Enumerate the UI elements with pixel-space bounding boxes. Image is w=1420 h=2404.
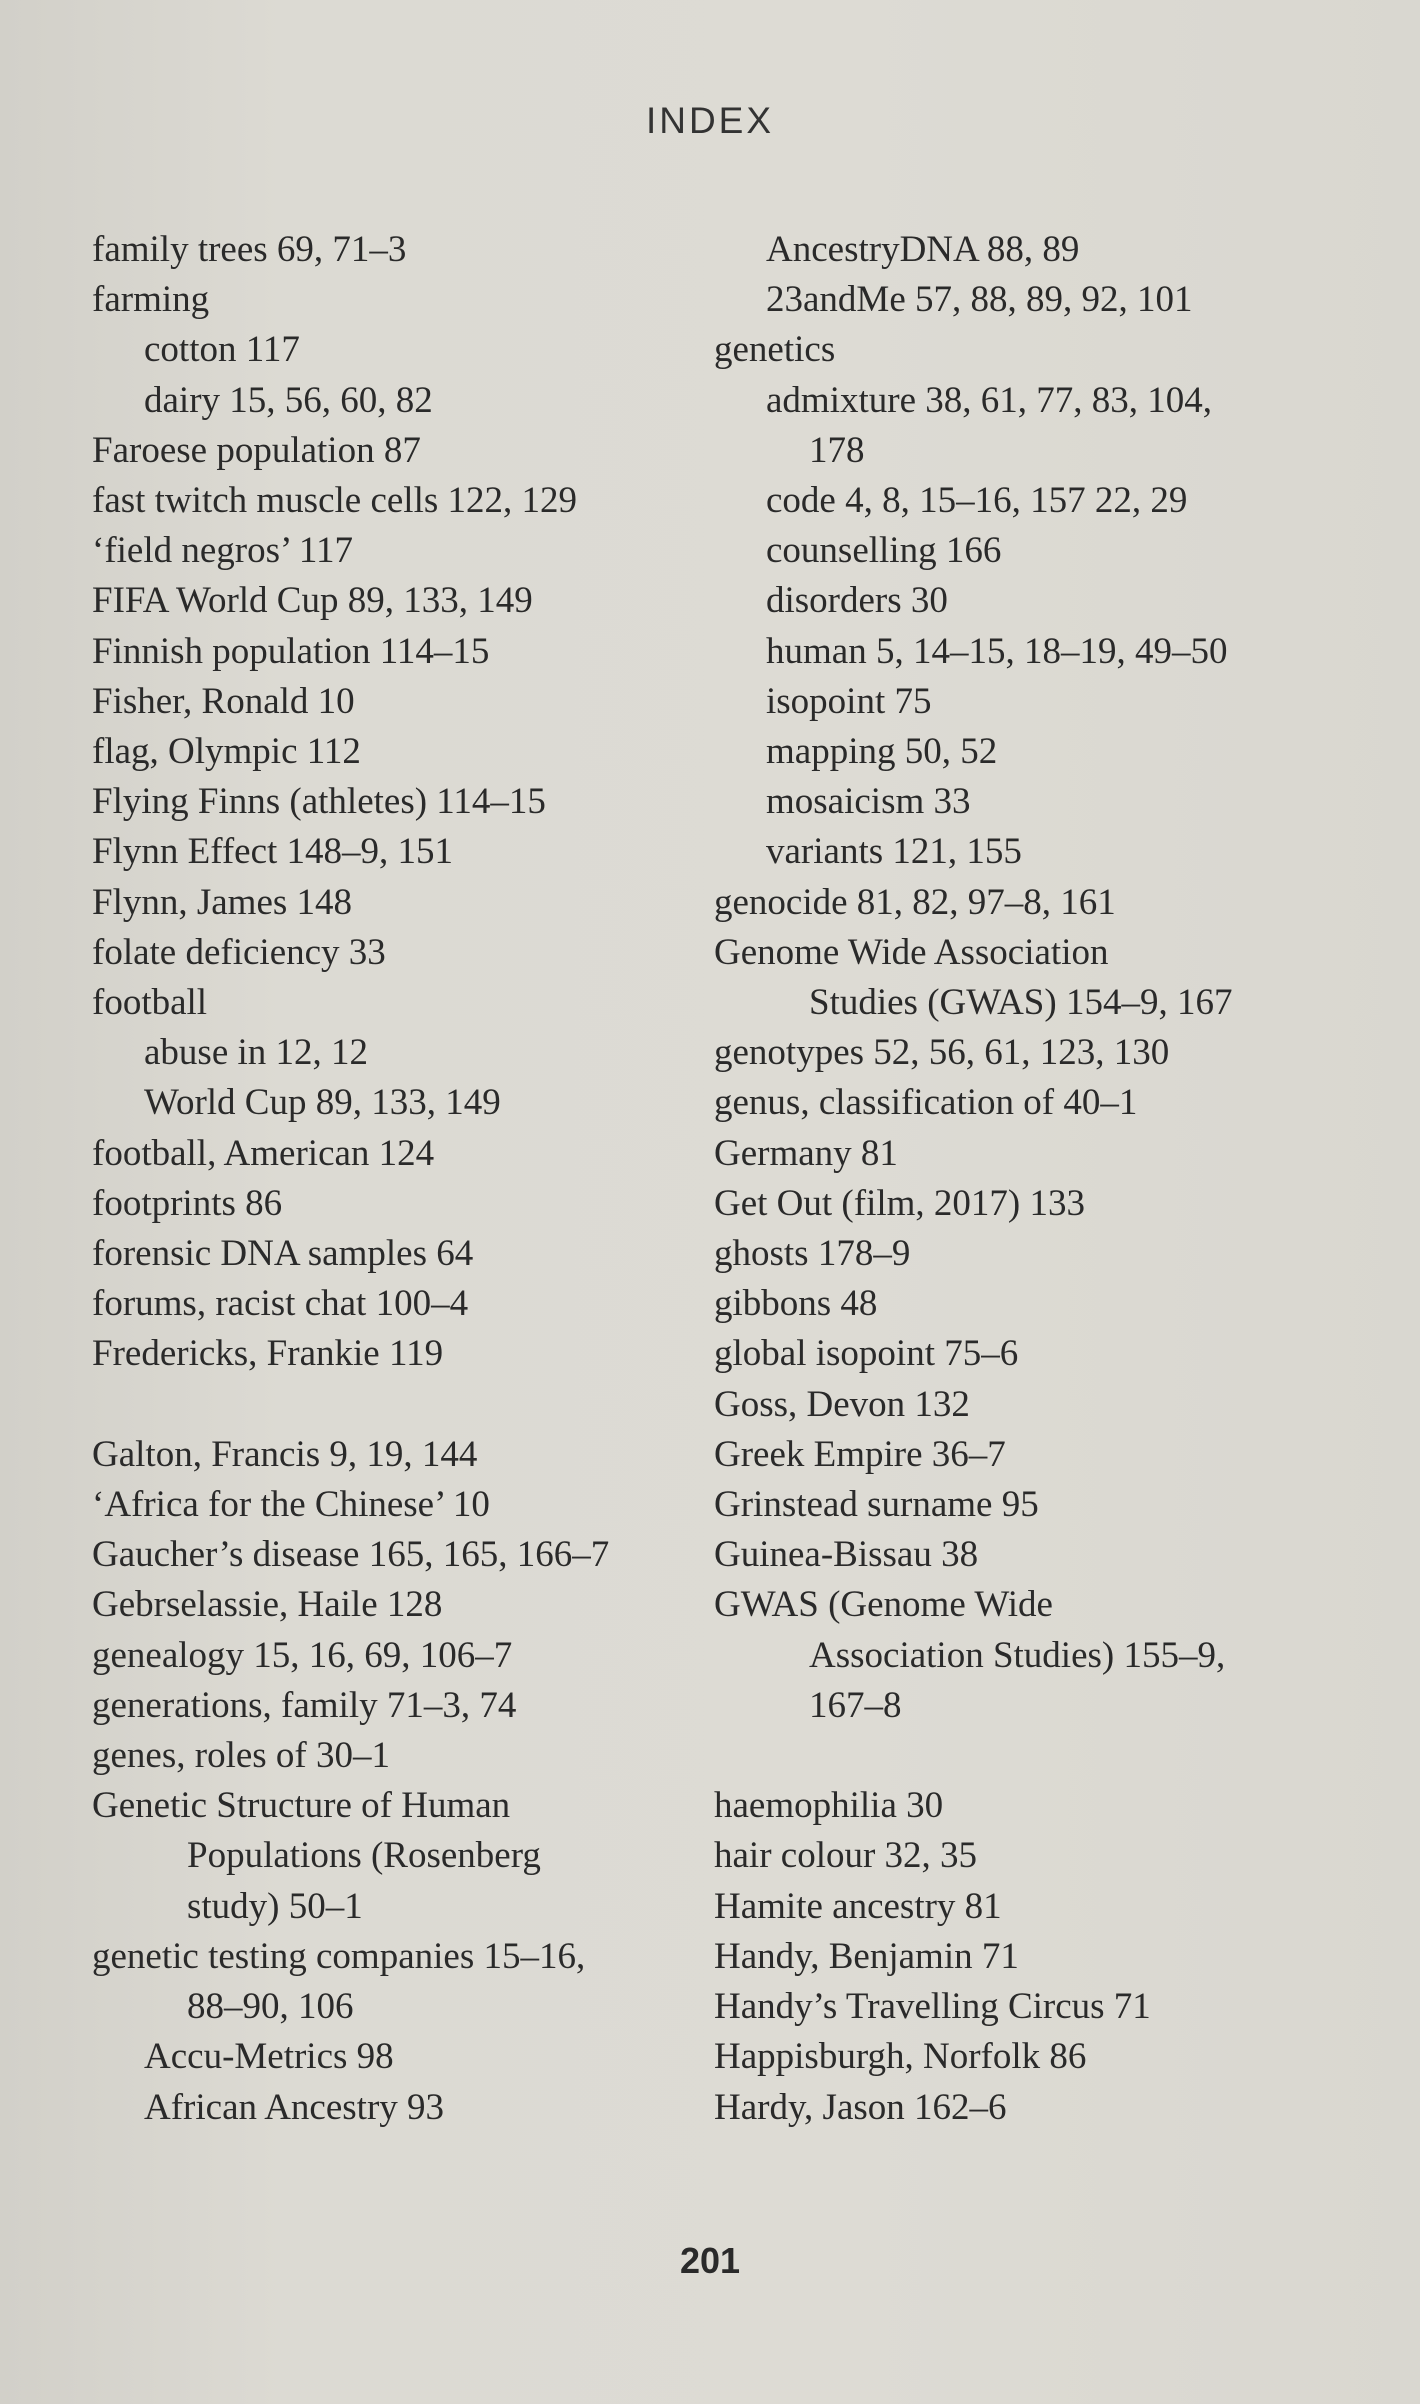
index-entry-continuation: Studies (GWAS) 154–9, 167 [809,982,1233,1024]
index-entry: GWAS (Genome Wide [714,1584,1053,1626]
index-subentry: code 4, 8, 15–16, 157 22, 29 [766,480,1188,522]
index-entry: Handy, Benjamin 71 [714,1935,1019,1977]
index-entry: farming [92,279,210,321]
index-entry-continuation: 88–90, 106 [187,1986,354,2028]
index-entry: generations, family 71–3, 74 [92,1684,517,1726]
index-entry: Galton, Francis 9, 19, 144 [92,1433,478,1475]
index-subentry: abuse in 12, 12 [144,1032,369,1074]
index-entry: Goss, Devon 132 [714,1383,970,1425]
index-column-left [92,225,702,2133]
index-entry: FIFA World Cup 89, 133, 149 [92,580,533,622]
index-subentry: Accu-Metrics 98 [144,2036,394,2078]
index-entry: Flynn Effect 148–9, 151 [92,831,454,873]
index-entry: Gaucher’s disease 165, 165, 166–7 [92,1534,610,1576]
index-entry: Fredericks, Frankie 119 [92,1333,444,1375]
index-entry: football, American 124 [92,1132,435,1174]
index-entry: genealogy 15, 16, 69, 106–7 [92,1634,513,1676]
index-entry: folate deficiency 33 [92,931,386,973]
index-subentry: cotton 117 [144,329,300,371]
index-entry: Hardy, Jason 162–6 [714,2086,1007,2128]
index-entry: global isopoint 75–6 [714,1333,1019,1375]
index-column-right [714,225,1334,2133]
index-subentry: mosaicism 33 [766,781,971,823]
index-entry: ‘Africa for the Chinese’ 10 [92,1484,490,1526]
index-entry: Faroese population 87 [92,429,421,471]
index-subentry: admixture 38, 61, 77, 83, 104, [766,379,1213,421]
index-entry: haemophilia 30 [714,1785,944,1827]
index-entry-continuation: 167–8 [809,1684,902,1726]
index-subentry: African Ancestry 93 [144,2086,445,2128]
index-entry: Finnish population 114–15 [92,630,490,672]
index-entry: Germany 81 [714,1132,898,1174]
index-entry: hair colour 32, 35 [714,1835,978,1877]
index-subentry: dairy 15, 56, 60, 82 [144,379,433,421]
index-subentry: World Cup 89, 133, 149 [144,1082,501,1124]
page-title: INDEX [645,100,775,141]
index-subentry: 23andMe 57, 88, 89, 92, 101 [766,279,1193,321]
index-entry: family trees 69, 71–3 [92,229,407,270]
index-entry: football [92,982,208,1024]
index-entry: genus, classification of 40–1 [714,1082,1138,1124]
index-entry: Flynn, James 148 [92,881,353,923]
index-subentry: isopoint 75 [766,680,932,722]
section-gap [92,1380,702,1430]
index-entry: Gebrselassie, Haile 128 [92,1584,443,1626]
index-entry: fast twitch muscle cells 122, 129 [92,480,578,522]
index-entry: Flying Finns (athletes) 114–15 [92,781,546,823]
index-entry: Happisburgh, Norfolk 86 [714,2036,1087,2078]
index-entry: forensic DNA samples 64 [92,1233,474,1275]
index-entry: Genetic Structure of Human [92,1785,511,1827]
index-entry-continuation: Populations (Rosenberg [187,1835,541,1877]
index-entry: forums, racist chat 100–4 [92,1283,469,1325]
index-entry: genetic testing companies 15–16, [92,1935,586,1977]
index-entry: Get Out (film, 2017) 133 [714,1182,1085,1224]
index-entry: genetics [714,329,836,371]
index-entry: Hamite ancestry 81 [714,1885,1002,1927]
index-entry: genes, roles of 30–1 [92,1735,390,1777]
index-entry: Handy’s Travelling Circus 71 [714,1986,1151,2028]
index-entry: footprints 86 [92,1182,283,1224]
index-subentry: disorders 30 [766,580,948,622]
index-entry: Grinstead surname 95 [714,1484,1039,1526]
index-entry-continuation: Association Studies) 155–9, [809,1634,1226,1676]
index-entry: genocide 81, 82, 97–8, 161 [714,881,1116,923]
index-entry: Greek Empire 36–7 [714,1433,1006,1475]
index-subentry: mapping 50, 52 [766,731,998,773]
index-subentry: variants 121, 155 [766,831,1022,873]
index-entry: Fisher, Ronald 10 [92,680,355,722]
index-entry-continuation: 178 [809,429,865,471]
index-subentry: human 5, 14–15, 18–19, 49–50 [766,630,1228,672]
index-subentry: counselling 166 [766,530,1002,572]
section-gap [714,1731,1334,1781]
index-entry-continuation: study) 50–1 [187,1885,363,1927]
index-entry: genotypes 52, 56, 61, 123, 130 [714,1032,1170,1074]
index-entry: gibbons 48 [714,1283,878,1325]
index-entry: ghosts 178–9 [714,1233,911,1275]
page-number: 201 [679,2240,741,2281]
index-entry: Guinea-Bissau 38 [714,1534,979,1576]
index-entry: flag, Olympic 112 [92,731,361,773]
index-entry: ‘field negros’ 117 [92,530,353,572]
index-entry: Genome Wide Association [714,931,1109,973]
index-subentry: AncestryDNA 88, 89 [766,229,1080,270]
